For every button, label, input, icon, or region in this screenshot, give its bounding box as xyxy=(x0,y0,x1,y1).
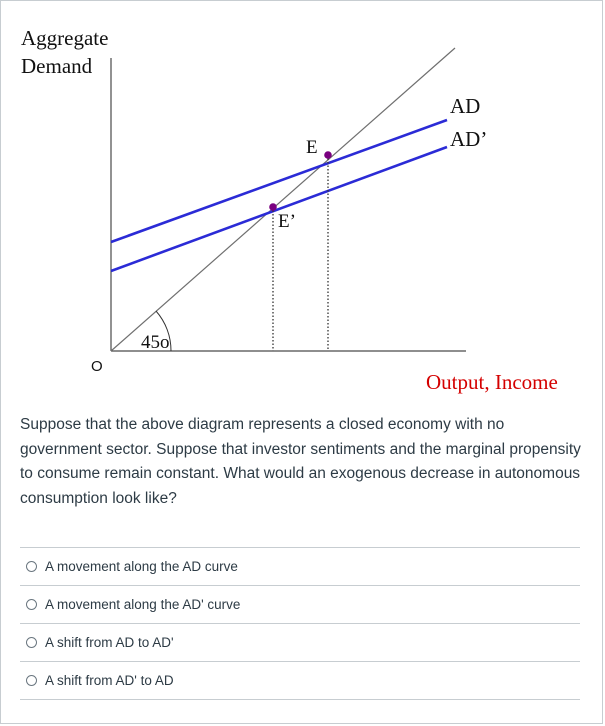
answer-option-3[interactable] xyxy=(20,623,580,661)
point-e-label: E xyxy=(306,137,318,158)
ad-prime-label: AD’ xyxy=(450,127,488,151)
answer-option-1[interactable] xyxy=(20,547,580,585)
x-axis-label: Output, Income xyxy=(426,370,558,394)
radio-button[interactable] xyxy=(26,637,37,648)
point-e-prime xyxy=(269,203,277,211)
answer-list xyxy=(20,547,580,700)
point-e-prime-label: E’ xyxy=(278,211,296,232)
answer-option-4[interactable] xyxy=(20,661,580,700)
ad-prime-curve xyxy=(111,147,447,271)
angle-label xyxy=(141,332,170,353)
y-axis-label-line2: Demand xyxy=(21,54,93,78)
radio-button[interactable] xyxy=(26,561,37,572)
angle-label-text: 45o xyxy=(141,332,170,353)
question-text: Suppose that the above diagram represents a closed economy with no government sector. Suppose that investor sentiments and the marginal propensity to consume remain constant. What would an exogenous decrease in autonomous consumption look like? xyxy=(20,416,581,507)
45-degree-line xyxy=(111,48,455,351)
radio-button[interactable] xyxy=(26,675,37,686)
answer-label: A shift from AD' to AD xyxy=(45,673,174,688)
origin-label: O xyxy=(91,358,103,375)
y-axis-label-line1: Aggregate xyxy=(21,26,109,50)
answer-label: A movement along the AD curve xyxy=(45,559,238,574)
point-e xyxy=(324,151,332,159)
answer-option-2[interactable] xyxy=(20,585,580,623)
ad-label: AD xyxy=(450,94,481,118)
radio-button[interactable] xyxy=(26,599,37,610)
answer-label: A movement along the AD' curve xyxy=(45,597,241,612)
answer-label: A shift from AD to AD' xyxy=(45,635,174,650)
